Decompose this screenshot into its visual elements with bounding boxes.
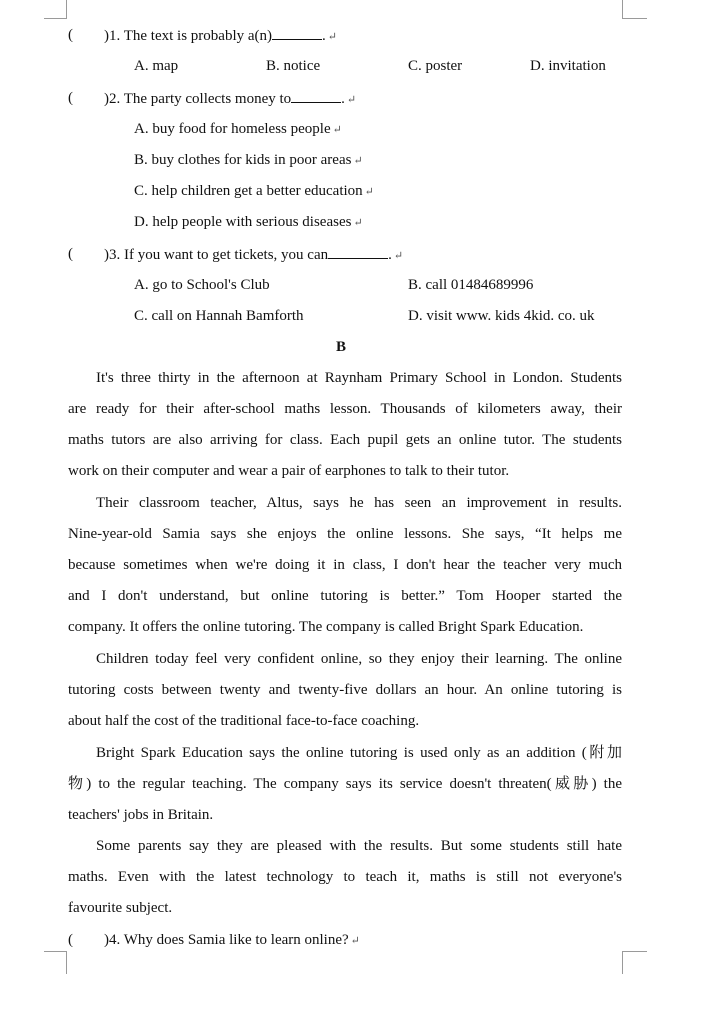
question-text: )4. Why does Samia like to learn online? <box>104 932 349 948</box>
option-b: B. call 01484689996 <box>408 277 534 293</box>
crop-mark-bottom-left <box>44 951 67 974</box>
option-d: D. invitation <box>530 58 606 74</box>
answer-paren: ( <box>68 932 73 948</box>
answer-blank <box>291 88 341 103</box>
option-c: C. call on Hannah Bamforth <box>134 308 304 324</box>
answer-paren: ( <box>68 90 73 106</box>
answer-paren: ( <box>68 27 73 43</box>
answer-blank <box>272 25 322 40</box>
question-text: )1. The text is probably a(n) <box>104 28 273 44</box>
crop-mark-top-left <box>44 0 67 19</box>
question-2-option-c: C. help children get a better education ↵ <box>134 183 374 199</box>
question-text: )3. If you want to get tickets, you can <box>104 247 329 263</box>
section-heading: B <box>336 339 347 355</box>
option-a: A. map <box>134 58 179 74</box>
option-d: D. visit www. kids 4kid. co. uk <box>408 308 595 324</box>
option-c: C. poster <box>408 58 463 74</box>
answer-blank <box>328 244 388 259</box>
answer-paren: ( <box>68 246 73 262</box>
option-a: A. go to School's Club <box>134 277 270 293</box>
question-text: )2. The party collects money to <box>104 91 292 107</box>
question-2-option-b: B. buy clothes for kids in poor areas ↵ <box>134 152 363 168</box>
crop-mark-top-right <box>622 0 647 19</box>
option-b: B. notice <box>266 58 321 74</box>
crop-mark-bottom-right <box>622 951 647 974</box>
question-2-option-a: A. buy food for homeless people ↵ <box>134 121 342 137</box>
question-2-option-d: D. help people with serious diseases ↵ <box>134 214 363 230</box>
